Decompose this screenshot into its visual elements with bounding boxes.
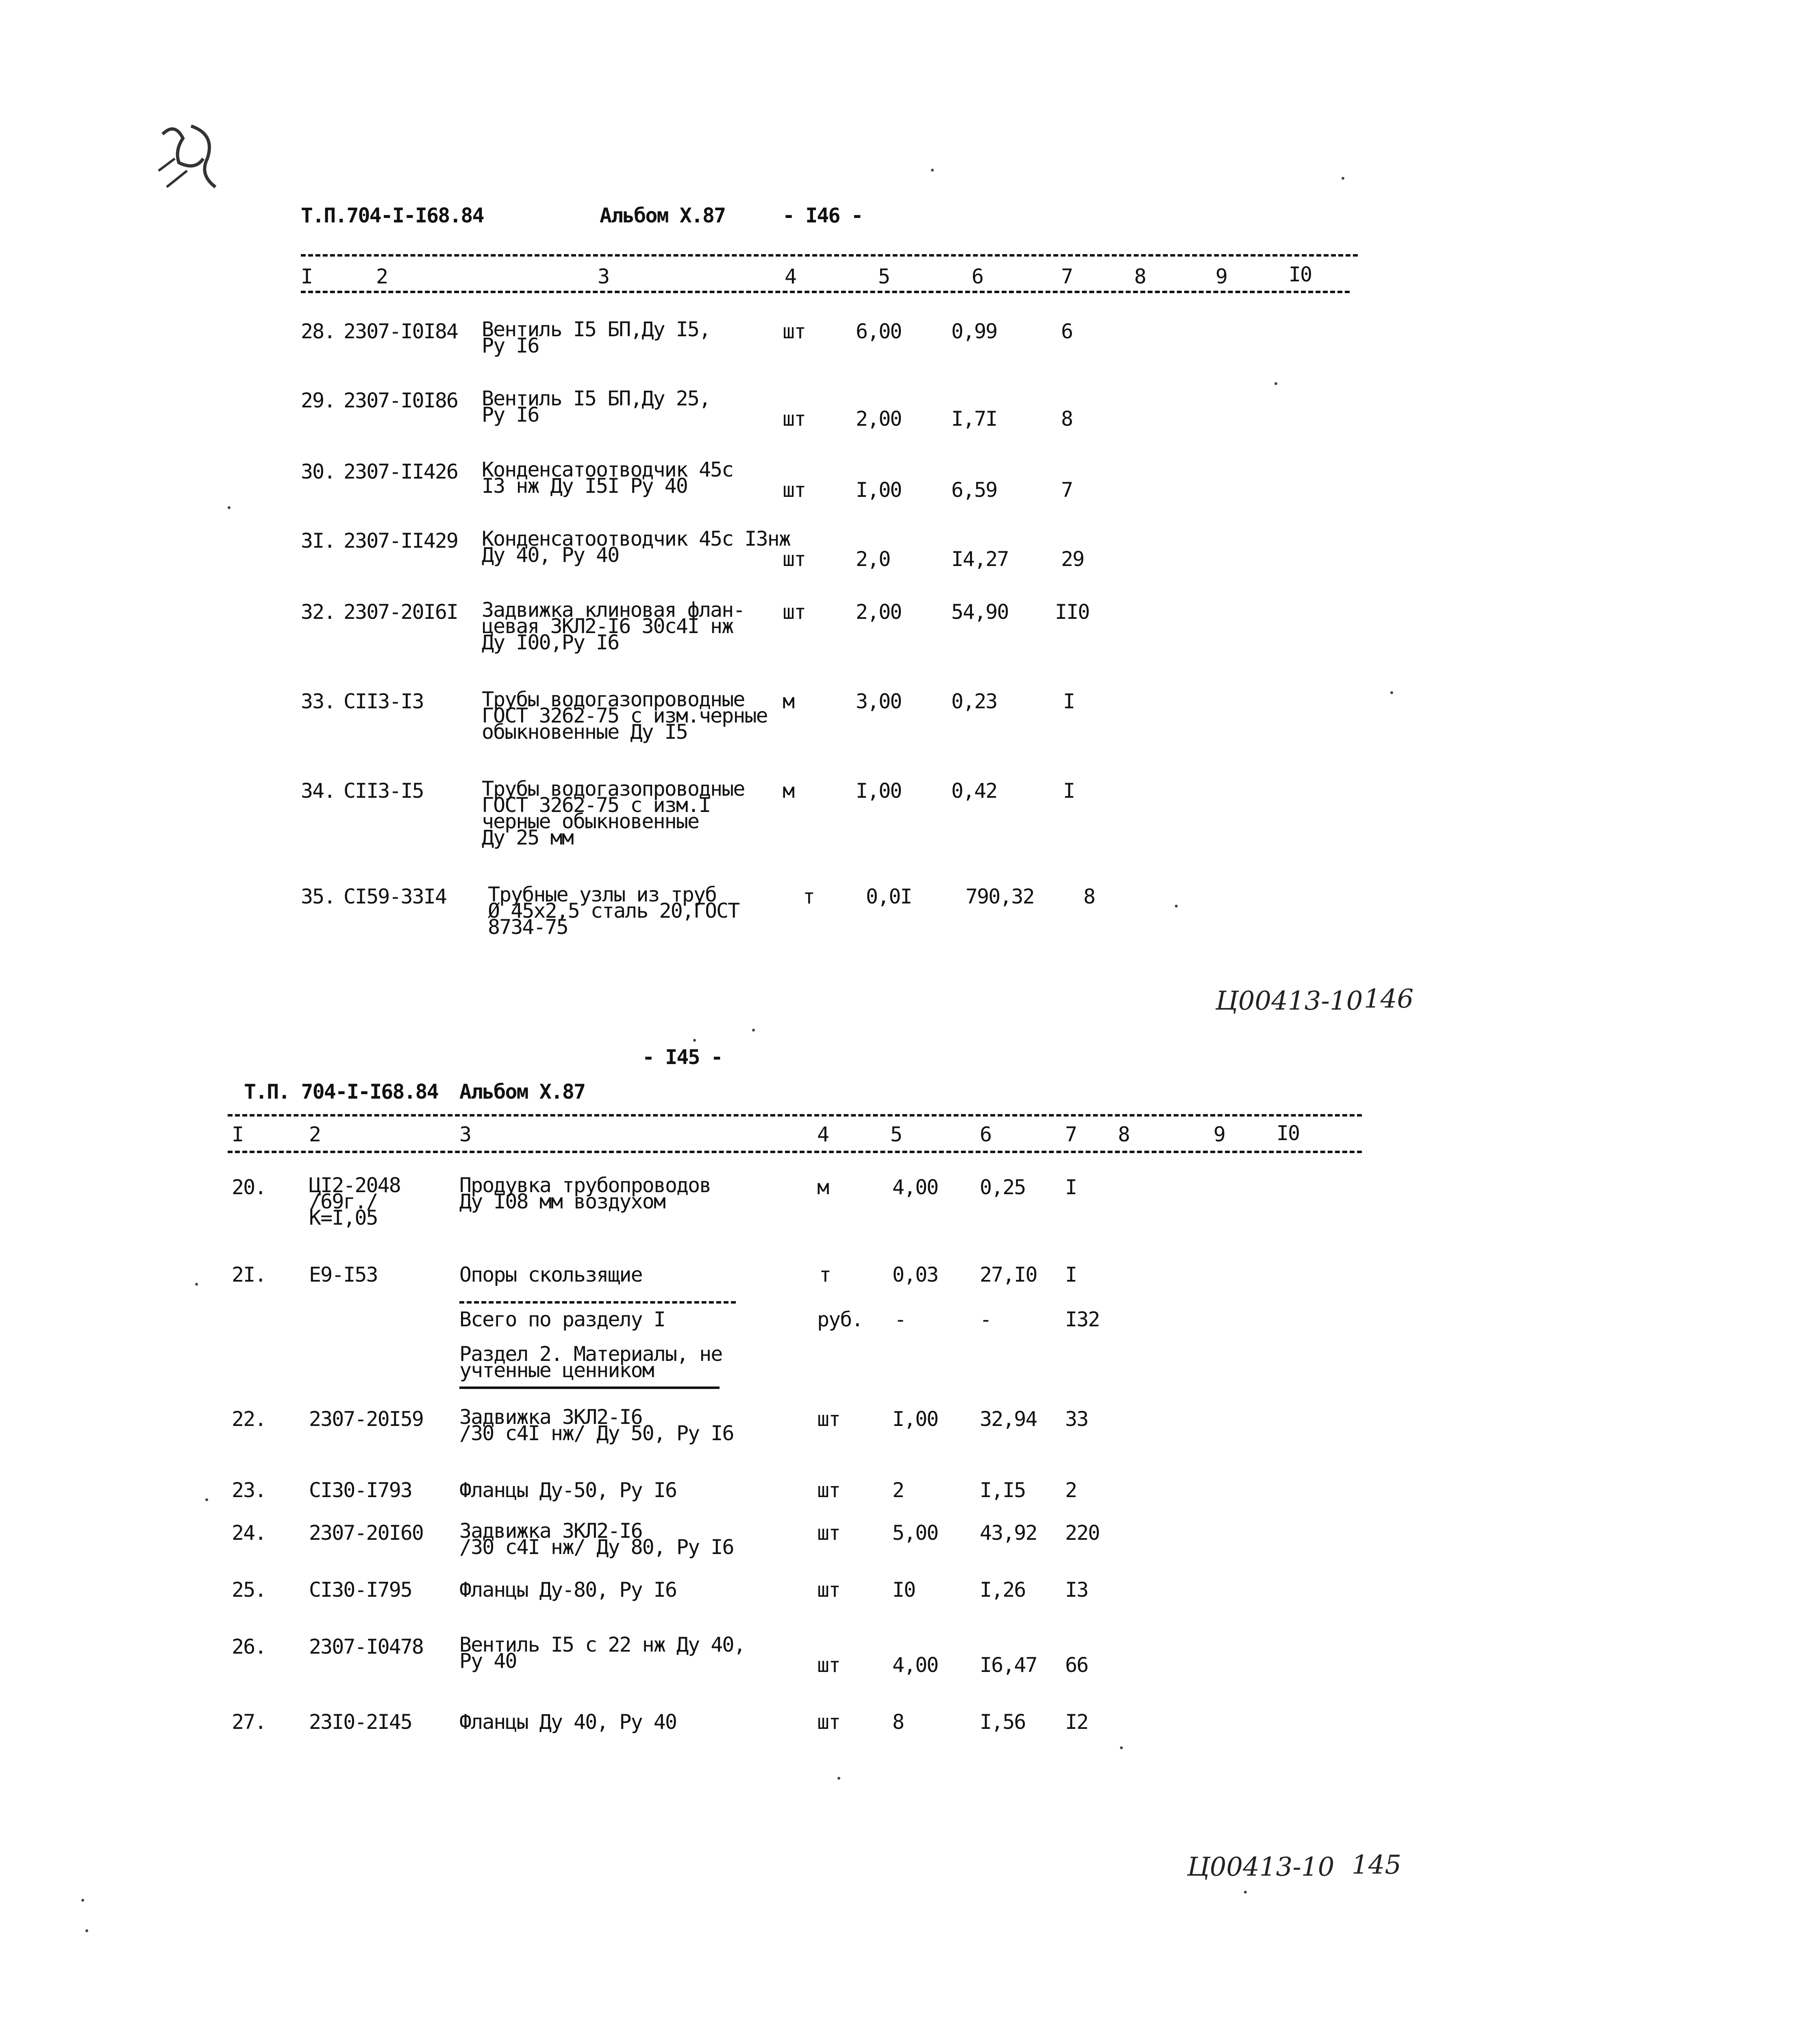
row-unit: шт [783,478,806,502]
col-header: 9 [1216,265,1227,288]
row-total: I [1065,1263,1077,1286]
page-146-handwritten-number: Ц00413-10 [1216,986,1363,1016]
row-description: Фланцы Ду 40, Ру 40 [459,1710,676,1734]
row-code: 23I0-2I45 [309,1710,412,1734]
row-unit-price: 0,25 [980,1175,1026,1199]
page-145-header-rule-bottom [228,1151,1362,1153]
section-total-unit: руб. [817,1308,863,1331]
col-header: 6 [980,1123,992,1146]
row-unit: м [783,690,794,713]
row-total: 33 [1065,1407,1088,1431]
row-total: 66 [1065,1653,1088,1677]
row-code: 2307-II426 [344,460,458,483]
subtotal-rule [459,1301,736,1304]
col-header: 4 [817,1123,829,1146]
row-quantity: I0 [892,1578,915,1602]
row-unit: шт [783,600,806,624]
row-quantity: I,00 [892,1407,938,1431]
row-description: Конденсатоотводчик 45с I3нж Ду 40, Ру 40 [482,527,790,567]
row-total: I2 [1065,1710,1088,1734]
col-header: I [301,265,313,288]
row-unit-price: I,56 [980,1710,1026,1734]
row-code: 2307-I0478 [309,1635,424,1659]
row-total: 7 [1061,478,1073,502]
row-code: CI59-33I4 [344,885,446,908]
section-total-price: - [980,1308,992,1331]
row-number: 2I. [232,1263,266,1286]
row-code: 2307-II429 [344,529,458,553]
row-description: Трубные узлы из труб Ø 45x2,5 сталь 20,ГОСТ 8734-75 [488,883,739,939]
row-unit: шт [817,1407,840,1431]
page-146-doc-code: Т.П.704-I-I68.84 [301,204,484,227]
row-number: 27. [232,1710,266,1734]
section-2-underline [459,1387,720,1389]
row-number: 3I. [301,529,335,553]
row-quantity: 4,00 [892,1175,938,1199]
row-total: II0 [1055,600,1089,624]
row-quantity: I,00 [856,779,902,803]
col-header: I [232,1123,244,1146]
row-unit-price: 54,90 [951,600,1009,624]
row-number: 35. [301,885,335,908]
row-code: CII3-I5 [344,779,424,803]
section-2-header: Раздел 2. Материалы, не учтенные ценником [459,1342,722,1382]
row-unit-price: I,7I [951,407,997,431]
row-total: I [1063,779,1075,803]
page-145-number: - I45 - [642,1045,722,1069]
row-description: Задвижка ЗКЛ2-I6 /30 с4I нж/ Ду 50, Ру I6 [459,1405,734,1445]
col-header: 5 [890,1123,902,1146]
row-unit: шт [817,1521,840,1545]
col-header: 5 [878,265,890,288]
page-146-album: Альбом X.87 [600,204,726,227]
row-unit-price: 32,94 [980,1407,1037,1431]
row-code: Е9-I53 [309,1263,378,1286]
row-description: Фланцы Ду-80, Ру I6 [459,1578,676,1602]
row-description: Фланцы Ду-50, Ру I6 [459,1478,676,1502]
row-code: CII3-I3 [344,690,424,713]
row-unit: м [817,1175,829,1199]
col-header: 6 [972,265,983,288]
page-146-number: - I46 - [783,204,863,227]
row-description: Конденсатоотводчик 45с I3 нж Ду I5I Ру 40 [482,458,733,498]
row-quantity: 3,00 [856,690,902,713]
row-quantity: 6,00 [856,320,902,343]
row-quantity: 2,00 [856,407,902,431]
row-description: Вентиль I5 БП,Ду I5, Ру I6 [482,318,711,357]
row-quantity: 5,00 [892,1521,938,1545]
row-unit-price: 43,92 [980,1521,1037,1545]
row-description: Трубы водогазопроводные ГОСТ 3262-75 с изм.I черные обыкновенные Ду 25 мм [482,777,745,849]
row-code: ЦI2-2048 /69г./ К=I,05 [309,1173,400,1230]
row-unit-price: I,I5 [980,1478,1026,1502]
row-quantity: 8 [892,1710,904,1734]
row-total: I [1063,690,1075,713]
col-header: I0 [1276,1121,1300,1145]
col-header: 3 [459,1123,471,1146]
corner-handwritten-stamp [154,118,236,215]
page-145-handwritten-page: 145 [1352,1850,1402,1880]
row-description: Продувка трубопроводов Ду I08 мм воздухом [459,1173,711,1213]
row-unit-price: 6,59 [951,478,997,502]
row-unit: т [803,885,815,908]
row-quantity: 0,0I [866,885,912,908]
row-quantity: I,00 [856,478,902,502]
row-unit: шт [783,407,806,431]
row-unit-price: 0,42 [951,779,997,803]
row-number: 33. [301,690,335,713]
row-number: 32. [301,600,335,624]
page-145-album: Альбом X.87 [459,1080,585,1104]
row-number: 28. [301,320,335,343]
row-unit-price: I,26 [980,1578,1026,1602]
col-header: 2 [309,1123,321,1146]
page-145-header-rule-top [228,1114,1362,1117]
col-header: 8 [1134,265,1146,288]
page-146-header-rule-bottom [301,291,1350,293]
row-code: 2307-I0I86 [344,389,458,412]
row-number: 24. [232,1521,266,1545]
row-number: 23. [232,1478,266,1502]
row-number: 25. [232,1578,266,1602]
col-header: 3 [598,265,609,288]
row-code: 2307-20I6I [344,600,458,624]
page-146-header-rule-top [301,254,1358,257]
row-total: I [1065,1175,1077,1199]
row-code: CI30-I793 [309,1478,412,1502]
section-total-label: Всего по разделу I [459,1308,665,1331]
col-header: 7 [1065,1123,1077,1146]
row-unit: шт [817,1653,840,1677]
section-total-quantity: - [894,1308,906,1331]
row-quantity: 4,00 [892,1653,938,1677]
col-header: 9 [1213,1123,1225,1146]
row-total: 29 [1061,547,1084,571]
row-description: Задвижка клиновая флан- цевая ЗКЛ2-I6 30с4I нж Ду I00,Ру I6 [482,598,745,654]
row-total: I3 [1065,1578,1088,1602]
row-unit-price: I6,47 [980,1653,1037,1677]
col-header: 2 [376,265,388,288]
col-header: 8 [1118,1123,1130,1146]
row-unit: шт [817,1578,840,1602]
row-quantity: 2,00 [856,600,902,624]
row-total: 6 [1061,320,1073,343]
row-unit-price: I4,27 [951,547,1009,571]
row-description: Опоры скользящие [459,1263,642,1286]
page-145-handwritten-number: Ц00413-10 [1187,1852,1335,1882]
row-unit-price: 790,32 [965,885,1034,908]
row-description: Вентиль I5 БП,Ду 25, Ру I6 [482,387,711,427]
row-number: 34. [301,779,335,803]
row-description: Трубы водогазопроводные ГОСТ 3262-75 с изм.черные обыкновенные Ду I5 [482,688,768,744]
row-number: 26. [232,1635,266,1659]
row-unit: т [819,1263,831,1286]
row-unit: шт [783,320,806,343]
row-number: 20. [232,1175,266,1199]
row-number: 29. [301,389,335,412]
section-total-value: I32 [1065,1308,1100,1331]
col-header: 4 [785,265,796,288]
row-description: Задвижка ЗКЛ2-I6 /30 с4I нж/ Ду 80, Ру I6 [459,1519,734,1559]
page-146-handwritten-page: 146 [1364,984,1414,1014]
row-quantity: 2,0 [856,547,890,571]
row-unit: шт [783,547,806,571]
row-unit-price: 0,99 [951,320,997,343]
row-code: 2307-20I60 [309,1521,424,1545]
col-header: I0 [1289,263,1312,286]
row-quantity: 0,03 [892,1263,938,1286]
row-unit-price: 27,I0 [980,1263,1037,1286]
row-unit: м [783,779,794,803]
row-quantity: 2 [892,1478,904,1502]
row-code: CI30-I795 [309,1578,412,1602]
row-total: 8 [1083,885,1095,908]
row-total: 2 [1065,1478,1077,1502]
page-145-doc-code: Т.П. 704-I-I68.84 [244,1080,438,1104]
row-unit: шт [817,1478,840,1502]
row-number: 22. [232,1407,266,1431]
row-unit-price: 0,23 [951,690,997,713]
row-total: 8 [1061,407,1073,431]
row-unit: шт [817,1710,840,1734]
row-code: 2307-I0I84 [344,320,458,343]
row-number: 30. [301,460,335,483]
row-description: Вентиль I5 с 22 нж Ду 40, Ру 40 [459,1633,745,1673]
row-total: 220 [1065,1521,1100,1545]
row-code: 2307-20I59 [309,1407,424,1431]
col-header: 7 [1061,265,1073,288]
